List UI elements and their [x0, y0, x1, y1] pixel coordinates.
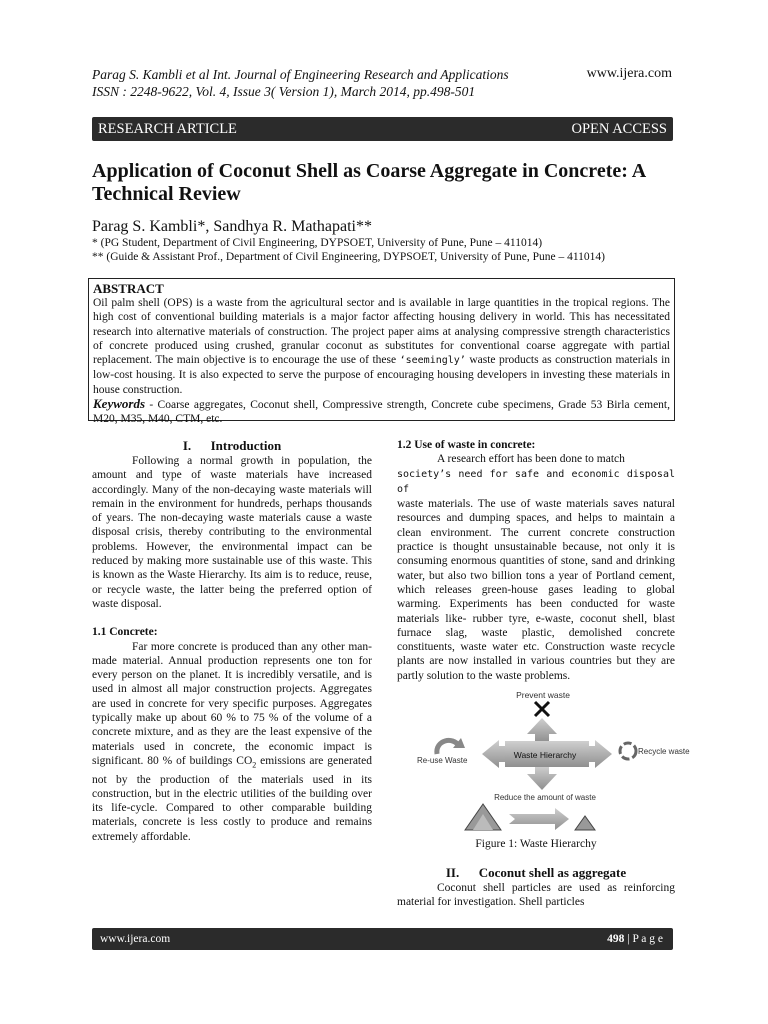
- concrete-paragraph-b: emissions are generated not by the production of the materials used in its construction, but in the electric utilities of the building over its life-cycle. Compared to other comparable building materials, concrete is less costly to produce and remains extremely affordable.: [92, 754, 372, 843]
- section-2-paragraph: Coconut shell particles are used as reinforcing material for investigation. Shell particles: [397, 882, 675, 909]
- reduce-arrow-icon: [509, 808, 569, 830]
- page-number-value: 498: [607, 933, 625, 945]
- co2-subscript: 2: [252, 760, 257, 770]
- banner-open-access: OPEN ACCESS: [571, 121, 667, 137]
- waste-paragraph: waste materials. The use of waste materials saves natural resources and dumping spaces, and helps to maintain a clean environment. The current concrete construction practice is thought unsustainable because, not only it is consuming enormous quantities of stone, sand and drinking water, but also two billion tons a year of Portland cement, which releases green-house gases leading to global warming. Experiments has been conducted for waste materials like- rubber tyre, e-waste, coconut shell, blast furnace slag, waste plastic, demolished concrete constituents, waste water etc. Construction waste recycle plants are now installed in various countries but they are partly solution to the waste problems.: [397, 498, 675, 682]
- section-2: [397, 865, 675, 910]
- keywords-label: Keywords: [93, 396, 145, 412]
- paper-authors: Parag S. Kambli*, Sandhya R. Mathapati**: [92, 218, 372, 235]
- journal-citation: [92, 66, 509, 100]
- abstract-text-a: Oil palm shell (OPS) is a waste from the agricultural sector and is available in large quantities in the tropical regions. The high cost of conventional building materials is a major factor affecting housing delivery in world. This has necessitated research into alternative materials of construction. The project paper aims at analysing compressive strength characteristics of concrete produced using crushed, granular coconut as substitutes for conventional coarse aggregate with partial replacement. The main objective is to encourage the use of these: [93, 297, 670, 367]
- concrete-paragraph: [92, 640, 372, 844]
- abstract-seemingly: ‘seemingly’: [399, 355, 466, 367]
- section-title: Introduction: [210, 438, 282, 453]
- prevent-x-icon: [535, 702, 549, 716]
- page-number: [607, 928, 663, 950]
- keywords: [93, 397, 670, 427]
- intro-paragraph: Following a normal growth in population, the amount and type of waste materials have increased accordingly. Many of the non-decaying waste materials will remain in the environment for hundreds, perhaps thousands of years. The non-decaying waste materials cause a waste disposal crisis, thereby contributing to the environmental problems. However, the environmental impact can be reduced by making more sustainable use of this waste. This is known as the Waste Hierarchy. Its aim is to reduce, reuse, or recycle waste, the latter being the preferred option of waste disposal.: [92, 455, 372, 610]
- affiliation-2: ** (Guide & Assistant Prof., Department of Civil Engineering, DYPSOET, University of Pune, Pune – 411014): [92, 251, 605, 263]
- large-waste-pile-icon: [465, 804, 501, 830]
- subsection-heading-waste: 1.2 Use of waste in concrete:: [397, 439, 536, 451]
- article-banner: [92, 117, 673, 141]
- footer-website-link[interactable]: www.ijera.com: [100, 933, 171, 945]
- paper-title: Application of Coconut Shell as Coarse Aggregate in Concrete: A Technical Review: [92, 160, 646, 205]
- recycle-icon: [620, 743, 636, 759]
- small-waste-pile-icon: [575, 816, 595, 830]
- waste-paragraph-start: A research effort has been done to match: [437, 453, 625, 466]
- fig-label-center: Waste Hierarchy: [513, 750, 577, 760]
- abstract-text: [93, 296, 670, 397]
- fig-label-recycle: Recycle waste: [638, 747, 690, 756]
- waste-paragraph-mono: [397, 467, 675, 498]
- keywords-text: - Coarse aggregates, Coconut shell, Compressive strength, Concrete cube specimens, Grade 53 Birla cement, M20, M35, M40, CTM, etc.: [93, 399, 670, 426]
- subsection-heading-concrete: 1.1 Concrete:: [92, 626, 158, 639]
- header-website-link[interactable]: www.ijera.com: [586, 66, 672, 81]
- citation-line-2: ISSN : 2248-9622, Vol. 4, Issue 3( Version 1), March 2014, pp.498-501: [92, 84, 476, 99]
- citation-line-1: Parag S. Kambli et al Int. Journal of Engineering Research and Applications: [92, 67, 509, 82]
- waste-mono-line: society’s need for safe and economic disposal of: [397, 468, 675, 495]
- abstract-box: [88, 278, 675, 426]
- section-heading-introduction: [92, 438, 372, 454]
- page-label: | P a g e: [627, 933, 663, 945]
- waste-hierarchy-diagram: [407, 688, 690, 834]
- left-column: [92, 438, 372, 844]
- right-column: [397, 438, 675, 683]
- reuse-arrow-icon: [437, 738, 465, 754]
- page-footer: [92, 928, 673, 950]
- fig-label-reuse: Re-use Waste: [417, 756, 468, 765]
- section-number: II.: [445, 865, 460, 880]
- abstract-text-b: waste products as construction materials in low-cost housing. It is also expected to serve the purpose of encouraging housing developers in investing these materials in house construction.: [93, 354, 671, 396]
- fig-label-prevent: Prevent waste: [516, 690, 570, 700]
- section-title: Coconut shell as aggregate: [478, 865, 627, 880]
- section-number: I.: [182, 438, 192, 453]
- concrete-paragraph-a: Far more concrete is produced than any other man-made material. Annual production represents one ton for every person on the planet. It is incredibly versatile, and is used in almost all major construction projects. Aggregates are used in concrete for very specific purposes. Aggregates typically make up about 60 % to 75 % of the volume of a concrete mixture, and as they are the least expensive of the materials used in concrete, the economic impact is significant. 80 % of buildings CO: [92, 640, 372, 767]
- fig-label-reduce: Reduce the amount of waste: [494, 793, 596, 802]
- abstract-heading: ABSTRACT: [93, 281, 164, 296]
- waste-hierarchy-figure: [407, 688, 690, 834]
- section-heading-coconut-shell: [397, 865, 675, 881]
- affiliation-1: * (PG Student, Department of Civil Engineering, DYPSOET, University of Pune, Pune – 411014): [92, 237, 543, 249]
- figure-caption: Figure 1: Waste Hierarchy: [475, 838, 597, 850]
- affiliations: [92, 236, 605, 264]
- banner-research-article: RESEARCH ARTICLE: [98, 121, 237, 137]
